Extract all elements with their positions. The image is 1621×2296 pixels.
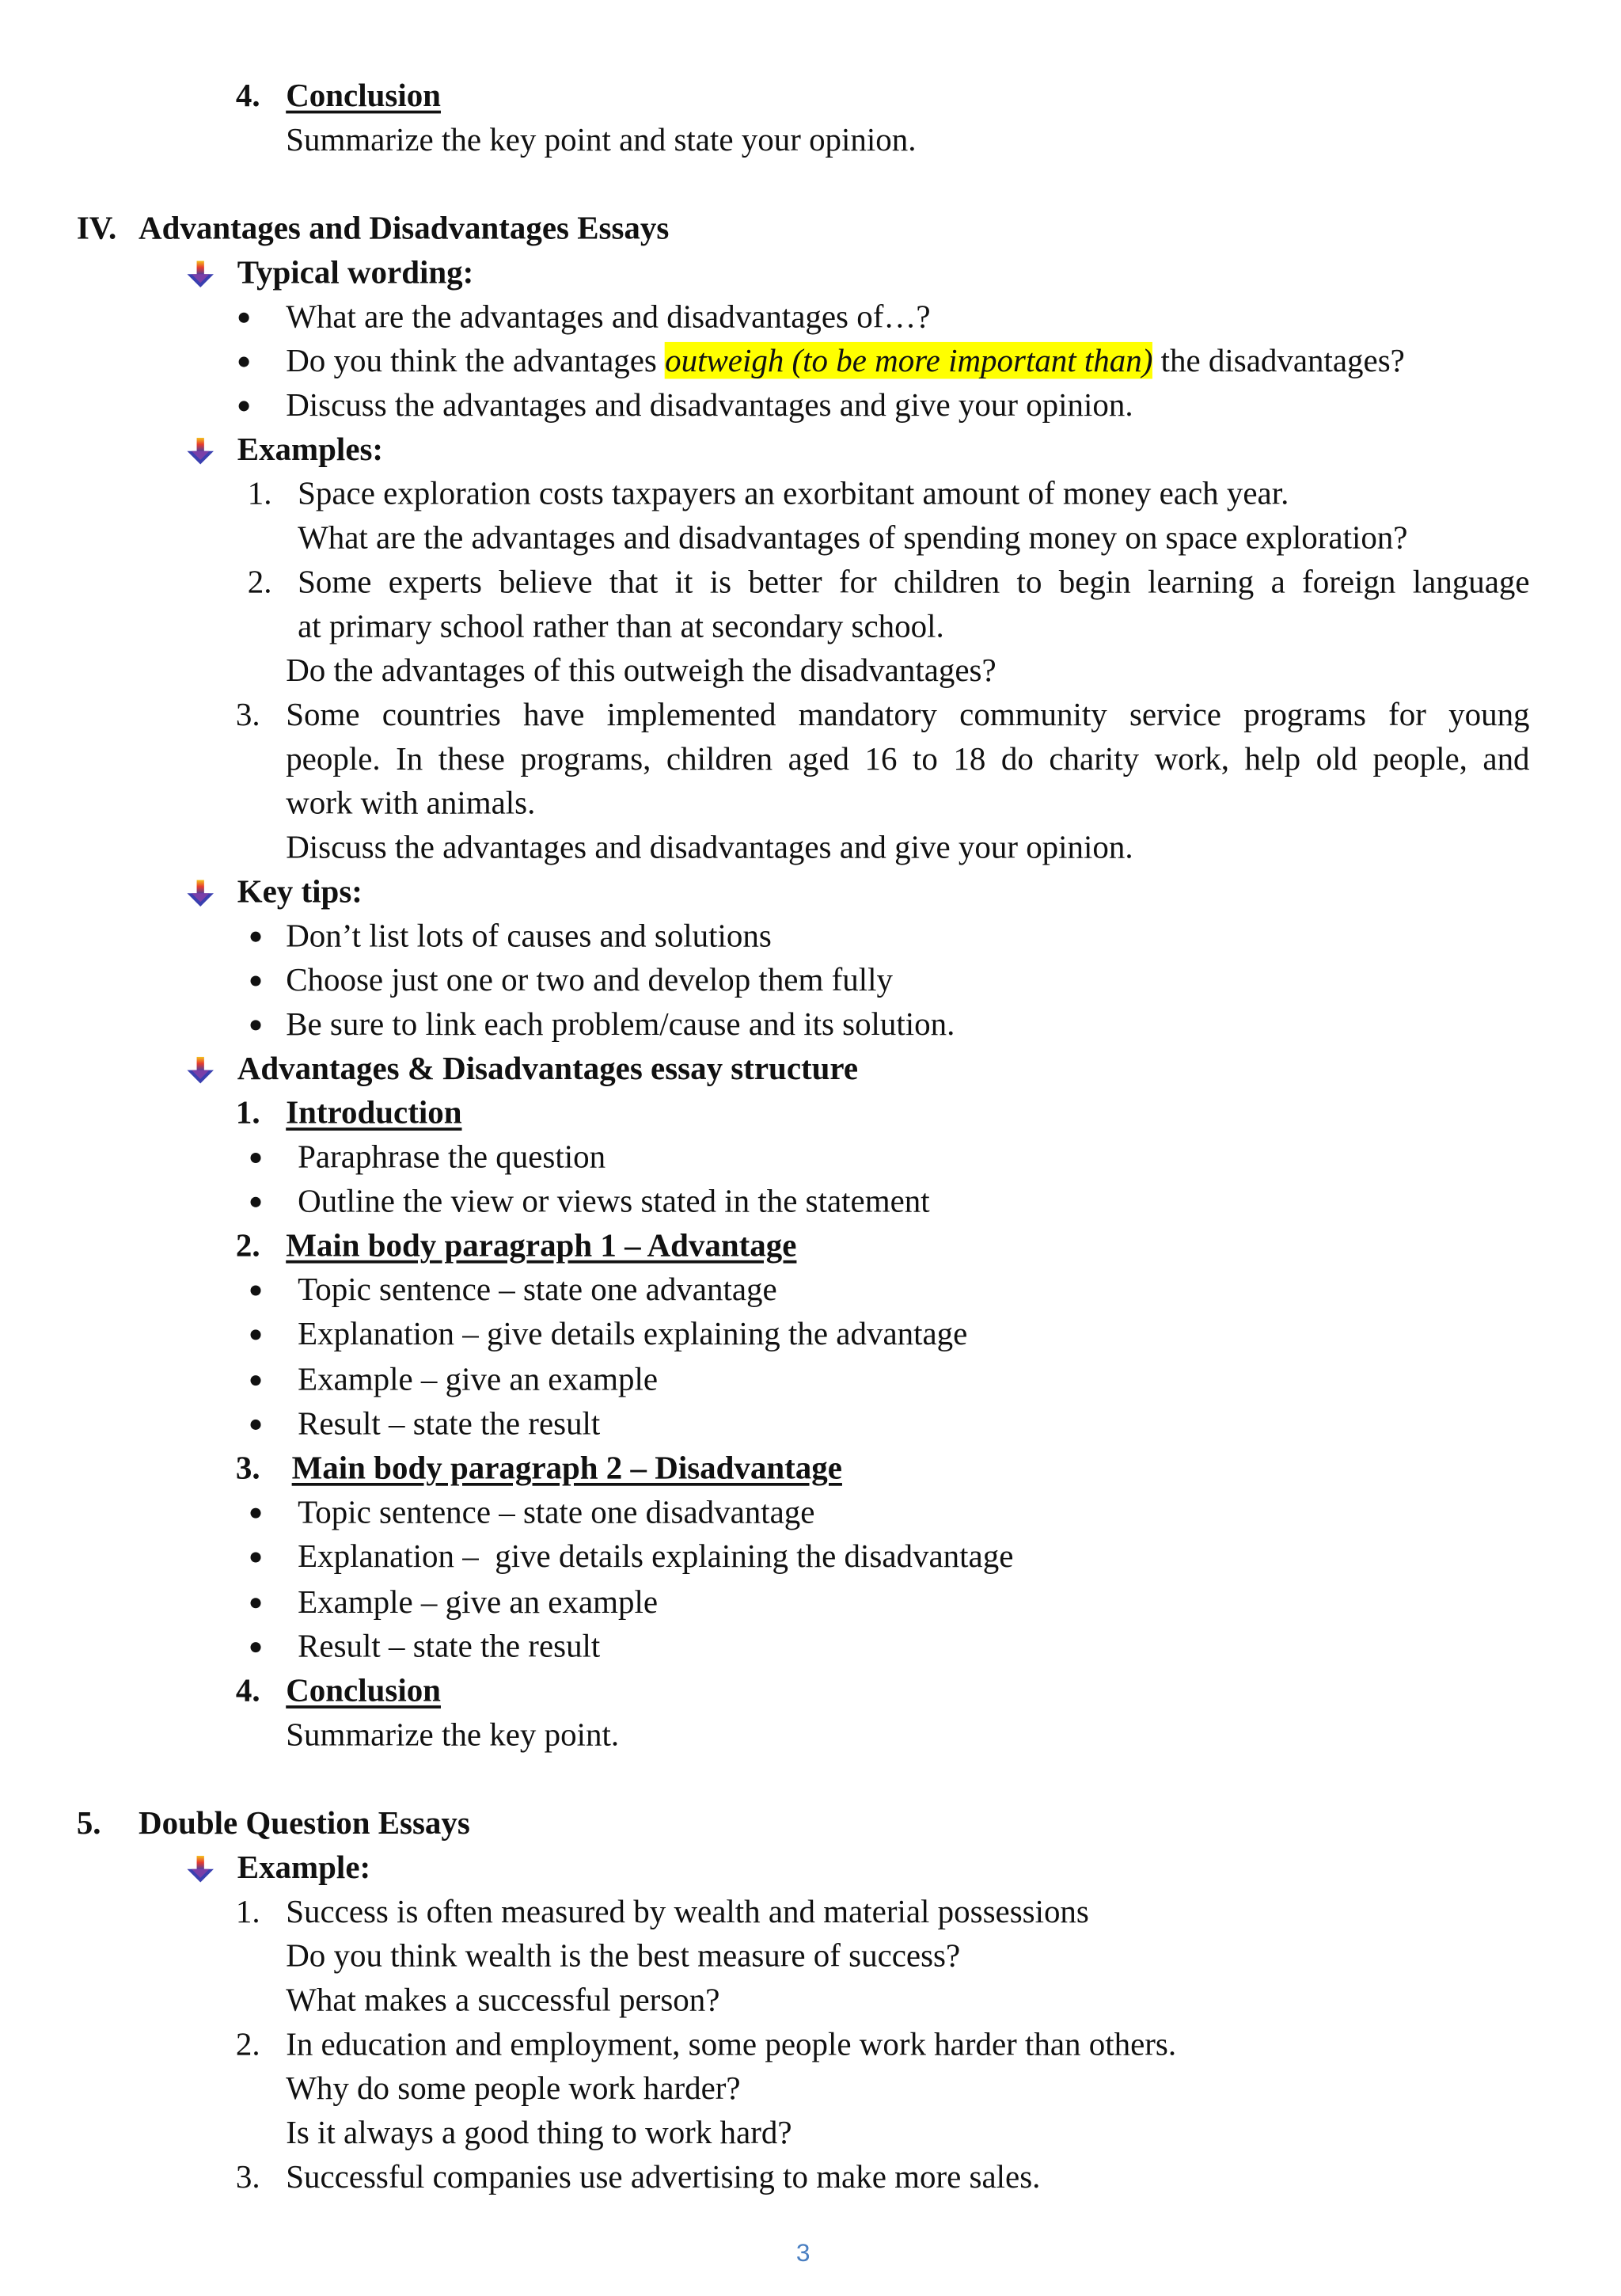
list-item <box>286 339 1405 383</box>
example-text: work with animals. <box>286 784 536 822</box>
list-item: Choose just one or two and develop them fully <box>286 960 893 998</box>
example-text: Is it always a good thing to work hard? <box>286 2113 792 2151</box>
introduction-heading: Introduction <box>286 1093 462 1131</box>
list-item: Outline the view or views stated in the statement <box>298 1182 930 1219</box>
arrow-bullet-icon <box>187 260 214 289</box>
list-number: 3. <box>235 2157 260 2195</box>
bullet-icon <box>251 1598 261 1608</box>
bullet-icon <box>251 1153 261 1163</box>
example-text: Success is often measured by wealth and material possessions <box>286 1892 1089 1930</box>
examples-heading: Examples: <box>237 430 384 468</box>
section-numeral: IV. <box>76 209 117 246</box>
arrow-bullet-icon <box>187 879 214 908</box>
list-number: 2. <box>235 1226 260 1264</box>
list-number: 2. <box>235 2025 260 2062</box>
section-title: Double Question Essays <box>139 1804 470 1842</box>
key-tips-heading: Key tips: <box>237 872 363 910</box>
example-text: people. In these programs, children aged 16 to 18 do charity work, help old people, and <box>286 739 1530 777</box>
list-item: Example – give an example <box>298 1360 659 1398</box>
example-text: Why do some people work harder? <box>286 2069 741 2107</box>
list-item: Topic sentence – state one advantage <box>298 1270 777 1308</box>
list-item: Discuss the advantages and disadvantages and give your opinion. <box>286 386 1133 424</box>
list-item: Explanation – give details explaining the disadvantage <box>298 1537 1014 1575</box>
bullet-icon <box>239 313 249 323</box>
bullet-icon <box>251 1020 261 1030</box>
list-number: 1. <box>235 1093 260 1131</box>
list-item: Topic sentence – state one disadvantage <box>298 1493 815 1530</box>
list-item: Paraphrase the question <box>298 1138 606 1175</box>
conclusion-text: Summarize the key point and state your opinion. <box>286 120 917 158</box>
example-text: Discuss the advantages and disadvantages and give your opinion. <box>286 828 1133 865</box>
example-text: Space exploration costs taxpayers an exorbitant amount of money each year. <box>298 474 1289 512</box>
bullet-icon <box>251 932 261 942</box>
list-number: 4. <box>235 1671 260 1709</box>
body-paragraph-2-heading: Main body paragraph 2 – Disadvantage <box>291 1449 842 1486</box>
bullet-icon <box>251 1642 261 1652</box>
example-text: What are the advantages and disadvantages of spending money on space exploration? <box>298 519 1408 556</box>
example-heading: Example: <box>237 1848 371 1886</box>
conclusion-heading: Conclusion <box>286 76 441 114</box>
list-item: What are the advantages and disadvantages of…? <box>286 298 931 335</box>
list-number: 1. <box>235 1892 260 1930</box>
list-number: 3. <box>235 695 260 733</box>
section-numeral: 5. <box>76 1804 101 1842</box>
example-text: Do the advantages of this outweigh the disadvantages? <box>286 651 997 689</box>
highlighted-phrase: outweigh (to be more important than) <box>665 341 1153 379</box>
example-text: What makes a successful person? <box>286 1981 720 2018</box>
bullet-icon <box>251 1375 261 1386</box>
bullet-icon <box>251 1552 261 1562</box>
conclusion-text: Summarize the key point. <box>286 1716 620 1753</box>
example-text: Some experts believe that it is better for children to begin learning a foreign language <box>298 563 1530 600</box>
section-title: Advantages and Disadvantages Essays <box>139 209 670 246</box>
example-text: In education and employment, some people work harder than others. <box>286 2025 1177 2062</box>
list-number: 3. <box>235 1449 260 1486</box>
example-text: at primary school rather than at secondary school. <box>298 607 944 644</box>
arrow-bullet-icon <box>187 1854 214 1884</box>
example-text: Do you think wealth is the best measure of success? <box>286 1937 961 1974</box>
item-text: Do you think the advantages <box>286 341 666 379</box>
structure-heading: Advantages & Disadvantages essay structure <box>237 1049 859 1087</box>
arrow-bullet-icon <box>187 436 214 466</box>
list-number: 4. <box>235 76 260 114</box>
body-paragraph-1-heading: Main body paragraph 1 – Advantage <box>286 1226 797 1264</box>
bullet-icon <box>239 357 249 367</box>
list-item: Result – state the result <box>298 1405 601 1442</box>
bullet-icon <box>239 401 249 411</box>
bullet-icon <box>251 1197 261 1207</box>
example-text: Successful companies use advertising to make more sales. <box>286 2157 1041 2195</box>
list-item: Explanation – give details explaining the advantage <box>298 1314 968 1352</box>
bullet-icon <box>251 1508 261 1519</box>
bullet-icon <box>251 1420 261 1430</box>
bullet-icon <box>251 976 261 986</box>
bullet-icon <box>251 1329 261 1340</box>
list-item: Example – give an example <box>298 1583 659 1621</box>
arrow-bullet-icon <box>187 1055 214 1085</box>
list-number: 1. <box>247 474 272 512</box>
item-text: the disadvantages? <box>1152 341 1405 379</box>
typical-wording-heading: Typical wording: <box>237 253 474 291</box>
conclusion-heading: Conclusion <box>286 1671 441 1709</box>
example-text: Some countries have implemented mandatory community service programs for young <box>286 695 1530 733</box>
bullet-icon <box>251 1286 261 1296</box>
list-item: Be sure to link each problem/cause and its solution. <box>286 1005 955 1043</box>
list-item: Result – state the result <box>298 1627 601 1664</box>
list-item: Don’t list lots of causes and solutions <box>286 917 772 954</box>
list-number: 2. <box>247 563 272 600</box>
page-number: 3 <box>795 2239 810 2267</box>
